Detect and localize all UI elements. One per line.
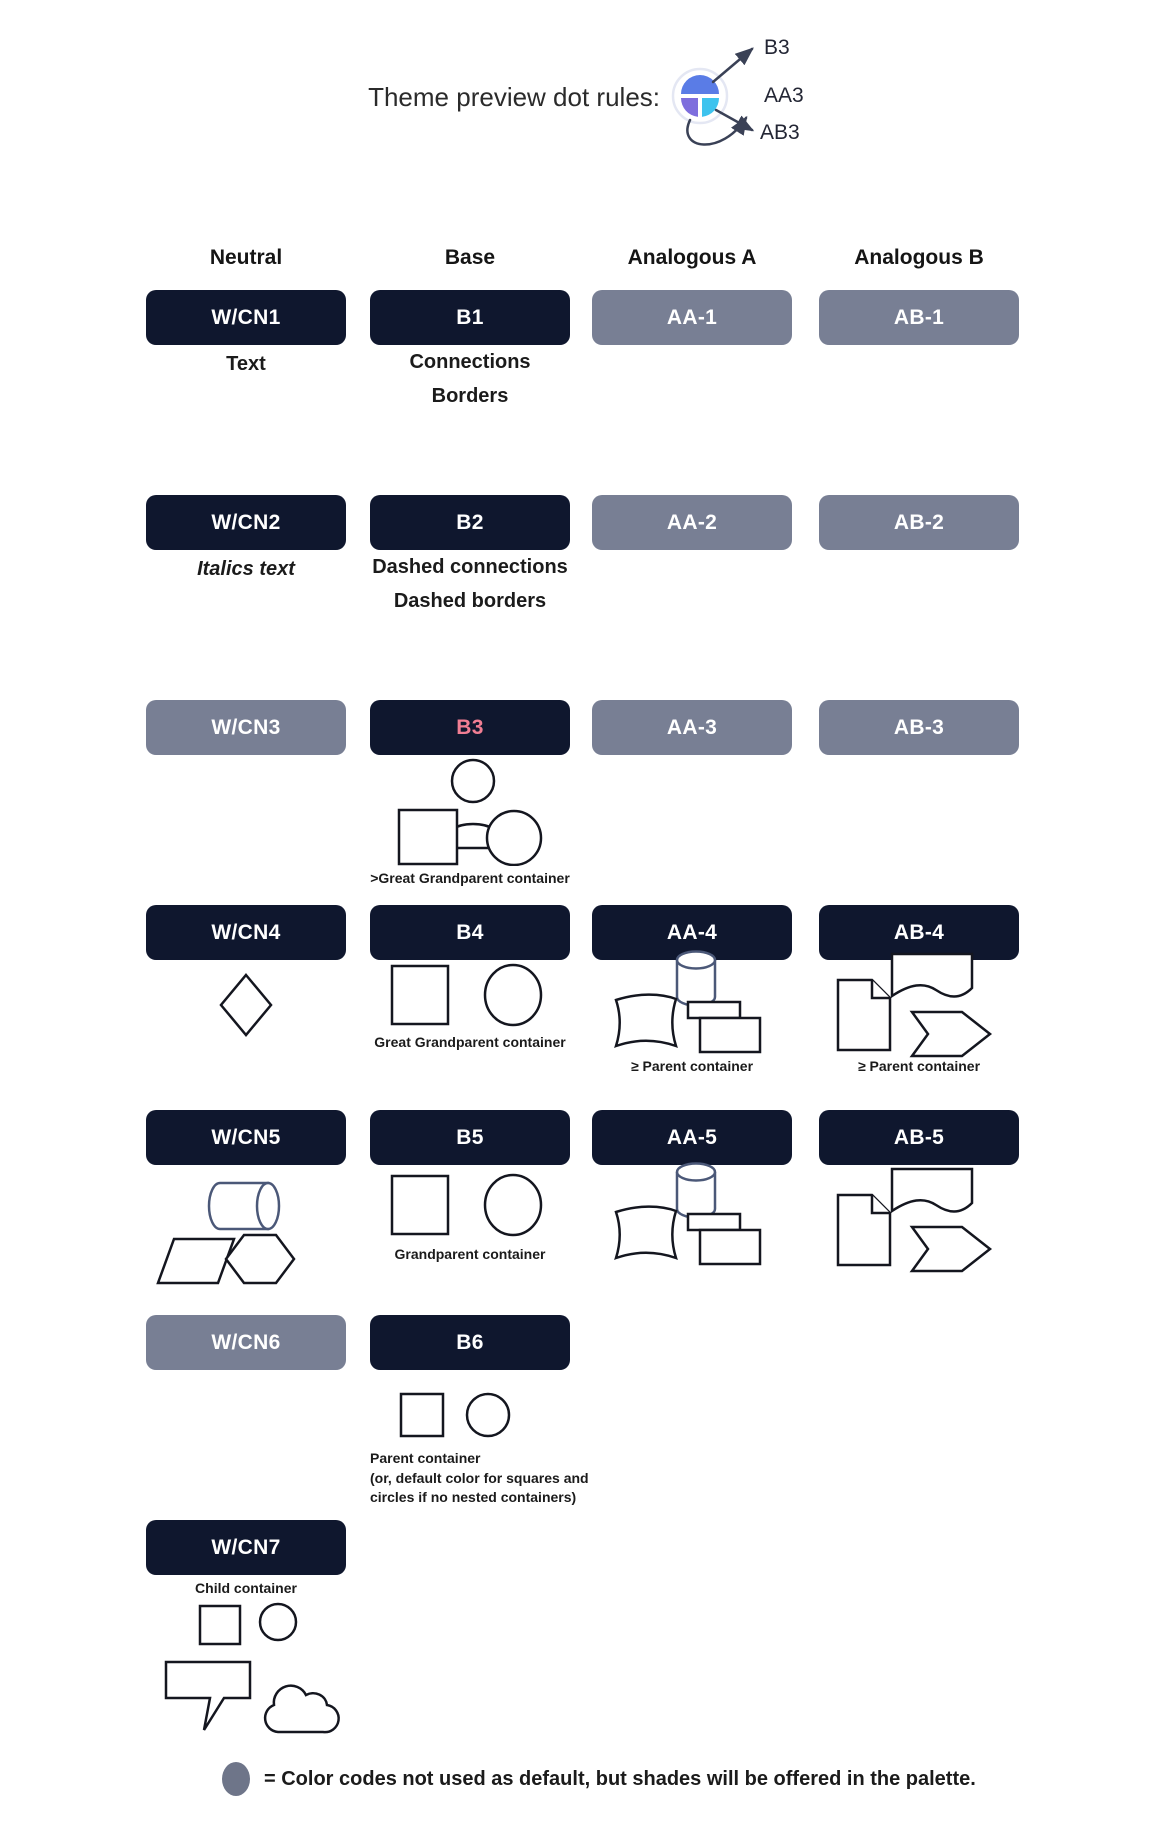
tab-shape [688, 1214, 740, 1230]
circle-shape [467, 1394, 509, 1436]
diamond-shape [221, 975, 271, 1035]
wcn7-shape-cluster-b [162, 1658, 342, 1740]
theme-preview-dot-diagram [640, 18, 870, 158]
person-icon [452, 760, 494, 802]
note-geq-parent-aa: ≥ Parent container [630, 1058, 754, 1074]
swatch-aa3: AA-3 [592, 700, 792, 755]
note-grandparent: Grandparent container [394, 1246, 546, 1262]
swatch-ab2: AB-2 [819, 495, 1019, 550]
cylinder-top [677, 952, 715, 969]
curved-card-shape [616, 995, 676, 1046]
swatch-b3: B3 [370, 700, 570, 755]
tabbed-card-shape [700, 1230, 760, 1264]
wcn4-shape-cluster [218, 972, 274, 1038]
ab5-shape-cluster [832, 1165, 1007, 1275]
note-borders: Borders [431, 385, 509, 407]
tabbed-card-shape [700, 1018, 760, 1052]
document-fold [872, 980, 890, 998]
swatch-aa2: AA-2 [592, 495, 792, 550]
circle-shape [487, 811, 541, 865]
tab-shape [688, 1002, 740, 1018]
note-connections: Connections [409, 351, 531, 373]
note-gt-great-grandparent: >Great Grandparent container [370, 870, 570, 886]
swatch-b2: B2 [370, 495, 570, 550]
note-parent-container: Parent container [370, 1450, 481, 1466]
hexagon-shape [226, 1235, 294, 1283]
swatch-b6: B6 [370, 1315, 570, 1370]
dot-target-aa3: AA3 [764, 84, 804, 107]
b6-shape-cluster [398, 1390, 518, 1440]
swatch-wcn3: W/CN3 [146, 700, 346, 755]
page-title: Theme preview dot rules: [368, 82, 660, 112]
swatch-wcn1: W/CN1 [146, 290, 346, 345]
wcn7-shape-cluster-a [196, 1600, 304, 1648]
swatch-wcn4: W/CN4 [146, 905, 346, 960]
circle-shape [485, 965, 541, 1025]
footnote-text: = Color codes not used as default, but shades will be offered in the palette. [264, 1768, 976, 1790]
swatch-b1: B1 [370, 290, 570, 345]
wcn5-shape-cluster [152, 1175, 347, 1287]
aa4-shape-cluster [608, 950, 778, 1054]
square-shape [401, 1394, 443, 1436]
swatch-wcn6: W/CN6 [146, 1315, 346, 1370]
circle-shape [485, 1175, 541, 1235]
ab4-shape-cluster [832, 950, 1007, 1060]
note-child-container: Child container [195, 1580, 297, 1596]
wavy-document-shape [892, 954, 972, 997]
b4-shape-cluster [388, 962, 553, 1028]
cloud-shape [265, 1686, 339, 1732]
curved-card-shape [616, 1207, 676, 1258]
square-shape [392, 1176, 448, 1234]
b5-shape-cluster [388, 1172, 553, 1238]
swatch-aa4: AA-4 [592, 905, 792, 960]
swatch-b5: B5 [370, 1110, 570, 1165]
column-header-analogous-a: Analogous A [627, 246, 757, 269]
note-great-grandparent: Great Grandparent container [374, 1034, 566, 1050]
parallelogram-shape [158, 1239, 234, 1283]
note-dashed-connections: Dashed connections [372, 556, 568, 578]
note-parent-container-3: circles if no nested containers) [370, 1489, 577, 1505]
note-dashed-borders: Dashed borders [393, 590, 547, 612]
square-shape [200, 1606, 240, 1644]
square-shape [392, 966, 448, 1024]
cylinder-top [677, 1164, 715, 1181]
swatch-wcn5: W/CN5 [146, 1110, 346, 1165]
column-header-analogous-b: Analogous B [854, 246, 984, 269]
gray-dot-icon [222, 1762, 250, 1796]
swatch-wcn7: W/CN7 [146, 1520, 346, 1575]
note-italics-text: Italics text [197, 558, 295, 580]
dot-target-ab3: AB3 [760, 121, 800, 144]
arrow-to-ab3 [716, 110, 752, 130]
swatch-b4: B4 [370, 905, 570, 960]
arrow-to-b3 [713, 49, 752, 82]
horizontal-cylinder-cap [257, 1183, 279, 1229]
b3-shape-cluster [395, 758, 545, 866]
note-parent-container-2: (or, default color for squares and [370, 1470, 589, 1486]
aa5-shape-cluster [608, 1162, 778, 1266]
speech-bubble-shape [166, 1662, 250, 1730]
column-header-neutral: Neutral [209, 246, 283, 269]
swatch-wcn2: W/CN2 [146, 495, 346, 550]
swatch-ab5: AB-5 [819, 1110, 1019, 1165]
chevron-shape [912, 1227, 990, 1271]
swatch-ab4: AB-4 [819, 905, 1019, 960]
swatch-aa5: AA-5 [592, 1110, 792, 1165]
note-geq-parent-ab: ≥ Parent container [857, 1058, 981, 1074]
wavy-document-shape [892, 1169, 972, 1212]
column-header-base: Base [444, 246, 496, 269]
swatch-ab3: AB-3 [819, 700, 1019, 755]
swatch-aa1: AA-1 [592, 290, 792, 345]
square-shape [399, 810, 457, 864]
circle-shape [260, 1604, 296, 1640]
swatch-ab1: AB-1 [819, 290, 1019, 345]
chevron-shape [912, 1012, 990, 1056]
note-text: Text [226, 353, 266, 375]
dot-target-b3: B3 [764, 36, 790, 59]
